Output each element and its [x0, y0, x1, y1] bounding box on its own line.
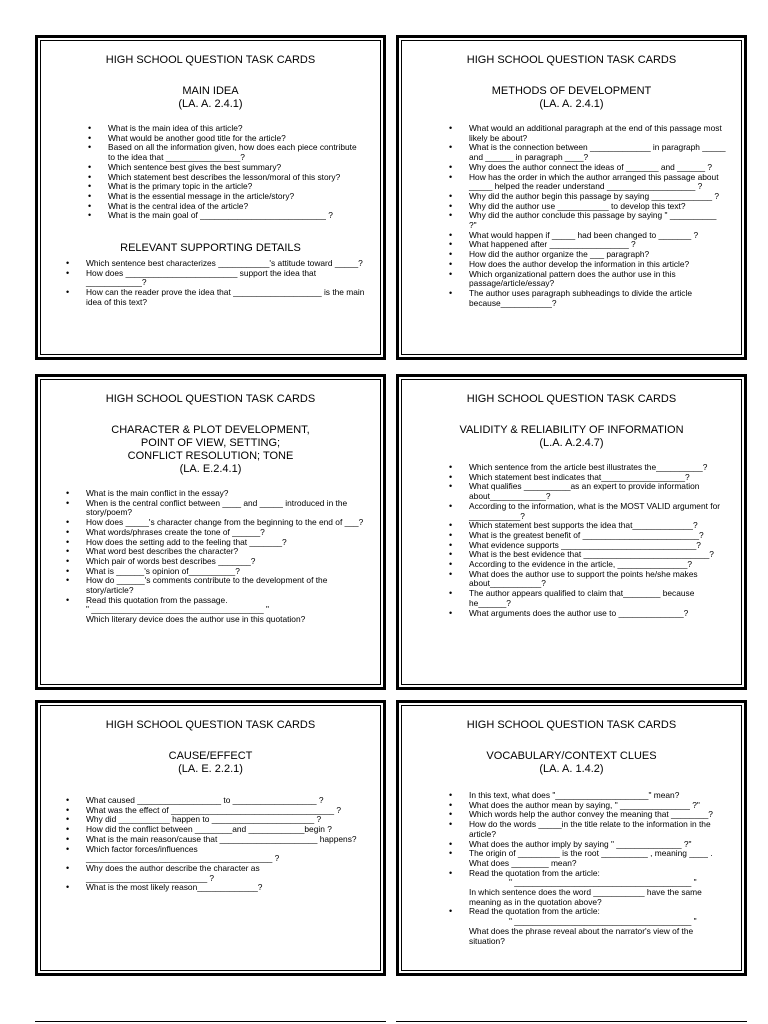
list-item: • According to the evidence in the article, _______________?	[417, 560, 726, 570]
question-list	[417, 124, 726, 308]
list-item: • How does the setting add to the feeling that _______?	[56, 538, 365, 548]
question-list	[417, 791, 726, 946]
list-item: • Which factor forces/influences ________________________________________ ?	[56, 845, 365, 864]
card-header: HIGH SCHOOL QUESTION TASK CARDS	[105, 54, 316, 66]
list-item: • The author uses paragraph subheadings to divide the article because___________?	[417, 289, 726, 308]
list-item: • Which sentence best characterizes ___________'s attitude toward _____?	[56, 259, 365, 269]
list-item: • Why did the author use ___________ to develop this text?	[417, 202, 726, 212]
list-item: • Read the quotation from the article: " ______________________________________ " What does the phrase reveal about the narrator's view of the situation?	[417, 907, 726, 946]
list-item: • What would happen if _____ had been changed to _______ ?	[417, 231, 726, 241]
list-item: • Which sentence best gives the best summary?	[56, 163, 365, 173]
card-header: HIGH SCHOOL QUESTION TASK CARDS	[105, 393, 316, 405]
task-card-cause-effect	[35, 700, 386, 976]
list-item: • Which statement best describes the lesson/moral of this story?	[56, 173, 365, 183]
list-item: • What does the author use to support the points he/she makes about___________?	[417, 570, 726, 589]
task-card-vocabulary-context-clues	[396, 700, 747, 976]
quotation-blank: " ______________________________________ "	[509, 877, 697, 888]
list-item: • How has the order in which the author arranged this passage about _____ helped the reader understand ___________________ ?	[417, 173, 726, 192]
list-item: • How does ________________________ support the idea that ____________?	[56, 269, 365, 288]
card-title: CHARACTER & PLOT DEVELOPMENT, POINT OF VIEW, SETTING; CONFLICT RESOLUTION; TONE (LA. E.2.4.1)	[111, 424, 310, 475]
list-item: • What is the most likely reason_____________?	[56, 883, 365, 893]
list-item: • Which pair of words best describes _______?	[56, 557, 365, 567]
list-item: • What does the author mean by saying, " _______________ ?"	[417, 801, 726, 811]
list-item: • What is the best evidence that ___________________________?	[417, 550, 726, 560]
list-item: • Which organizational pattern does the author use in this passage/article/essay?	[417, 270, 726, 289]
list-item: • Read the quotation from the article: " ______________________________________ " In which sentence does the word ___________ have the same meaning as in the quotation above?	[417, 869, 726, 908]
question-list	[56, 489, 365, 625]
list-item: • When is the central conflict between ____ and _____ introduced in the story/poem?	[56, 499, 365, 518]
list-item: • What would an additional paragraph at the end of this passage most likely be about?	[417, 124, 726, 143]
task-card-methods-of-development	[396, 35, 747, 360]
task-card-validity-reliability	[396, 374, 747, 690]
list-item: • The origin of _________ is the root __________ , meaning ____ . What does ________ mean?	[417, 849, 726, 868]
list-item: • What is the central idea of the article?	[56, 202, 365, 212]
list-item: • What arguments does the author use to ______________?	[417, 609, 726, 619]
list-item: • How did the conflict between ________and ____________begin ?	[56, 825, 365, 835]
card-header: HIGH SCHOOL QUESTION TASK CARDS	[105, 719, 316, 731]
card-title: CAUSE/EFFECT (LA. E. 2.2.1)	[168, 750, 253, 775]
list-item: • What was the effect of ___________________________________ ?	[56, 806, 365, 816]
list-item: • What qualifies __________as an expert to provide information about____________?	[417, 482, 726, 501]
list-item: • Why does the author describe the character as __________________________ ?	[56, 864, 365, 883]
card-subtitle: RELEVANT SUPPORTING DETAILS	[120, 242, 301, 255]
list-item: • What is the essential message in the article/story?	[56, 192, 365, 202]
list-item: • How can the reader prove the idea that ___________________ is the main idea of this text?	[56, 288, 365, 307]
question-list	[417, 463, 726, 618]
list-item: • How did the author organize the ___ paragraph?	[417, 250, 726, 260]
task-card-main-idea	[35, 35, 386, 360]
card-title: VALIDITY & RELIABILITY OF INFORMATION (L.A. A.2.4.7)	[459, 424, 684, 449]
card-title: VOCABULARY/CONTEXT CLUES (LA. A. 1.4.2)	[486, 750, 657, 775]
card-header: HIGH SCHOOL QUESTION TASK CARDS	[466, 719, 677, 731]
card-title: METHODS OF DEVELOPMENT (LA. A. 2.4.1)	[491, 85, 652, 110]
list-item: • What does the author imply by saying " ______________ ?"	[417, 840, 726, 850]
list-item: • Why did the author conclude this passage by saying " __________ ?"	[417, 211, 726, 230]
list-item: • What caused __________________ to __________________ ?	[56, 796, 365, 806]
list-item: • What is the greatest benefit of _________________________?	[417, 531, 726, 541]
list-item: • Which sentence from the article best illustrates the__________?	[417, 463, 726, 473]
list-item: • Why does the author connect the ideas of _______ and ______ ?	[417, 163, 726, 173]
list-item: • What is the main idea of this article?	[56, 124, 365, 134]
list-item: • What is ______'s opinion of__________?	[56, 567, 365, 577]
next-card-top-edge-left	[35, 1021, 386, 1022]
question-list	[56, 124, 365, 221]
list-item: • Which statement best indicates that__________________?	[417, 473, 726, 483]
list-item: • Read this quotation from the passage. " _____________________________________ " Which literary device does the author use in this quotation?	[56, 596, 365, 625]
list-item: • In this text, what does "____________________" mean?	[417, 791, 726, 801]
list-item: • Which statement best supports the idea that_____________?	[417, 521, 726, 531]
list-item: • What words/phrases create the tone of ______?	[56, 528, 365, 538]
list-item: • What is the main reason/cause that _____________________ happens?	[56, 835, 365, 845]
card-header: HIGH SCHOOL QUESTION TASK CARDS	[466, 393, 677, 405]
list-item: • What is the primary topic in the article?	[56, 182, 365, 192]
list-item: • How do ______'s comments contribute to the development of the story/article?	[56, 576, 365, 595]
list-item: • What evidence supports _____________________________?	[417, 541, 726, 551]
list-item: • What would be another good title for the article?	[56, 134, 365, 144]
card-header: HIGH SCHOOL QUESTION TASK CARDS	[466, 54, 677, 66]
list-item: • How do the words _____in the title relate to the information in the article?	[417, 820, 726, 839]
supporting-details-list	[56, 259, 365, 308]
list-item: • The author appears qualified to claim that________ because he______?	[417, 589, 726, 608]
question-list	[56, 796, 365, 893]
list-item: • What is the main conflict in the essay?	[56, 489, 365, 499]
list-item: • How does the author develop the information in this article?	[417, 260, 726, 270]
list-item: • Based on all the information given, how does each piece contribute to the idea that ________________?	[56, 143, 365, 162]
quotation-blank: " _____________________________________ "	[86, 604, 269, 615]
list-item: • Why did the author begin this passage by saying _____________ ?	[417, 192, 726, 202]
list-item: • What word best describes the character?	[56, 547, 365, 557]
next-card-top-edge-right	[396, 1021, 747, 1022]
list-item: • How does _____'s character change from the beginning to the end of ___?	[56, 518, 365, 528]
list-item: • According to the information, what is the MOST VALID argument for ___________?	[417, 502, 726, 521]
list-item: • Which words help the author convey the meaning that ________?	[417, 810, 726, 820]
list-item: • What happened after _________________ ?	[417, 240, 726, 250]
quotation-blank: " ______________________________________ "	[509, 916, 697, 927]
card-title: MAIN IDEA (LA. A. 2.4.1)	[178, 85, 243, 110]
task-card-character-plot	[35, 374, 386, 690]
list-item: • Why did ___________ happen to ______________________ ?	[56, 815, 365, 825]
list-item: • What is the main goal of ___________________________ ?	[56, 211, 365, 221]
list-item: • What is the connection between _____________ in paragraph _____ and ______ in paragraph ____?	[417, 143, 726, 162]
